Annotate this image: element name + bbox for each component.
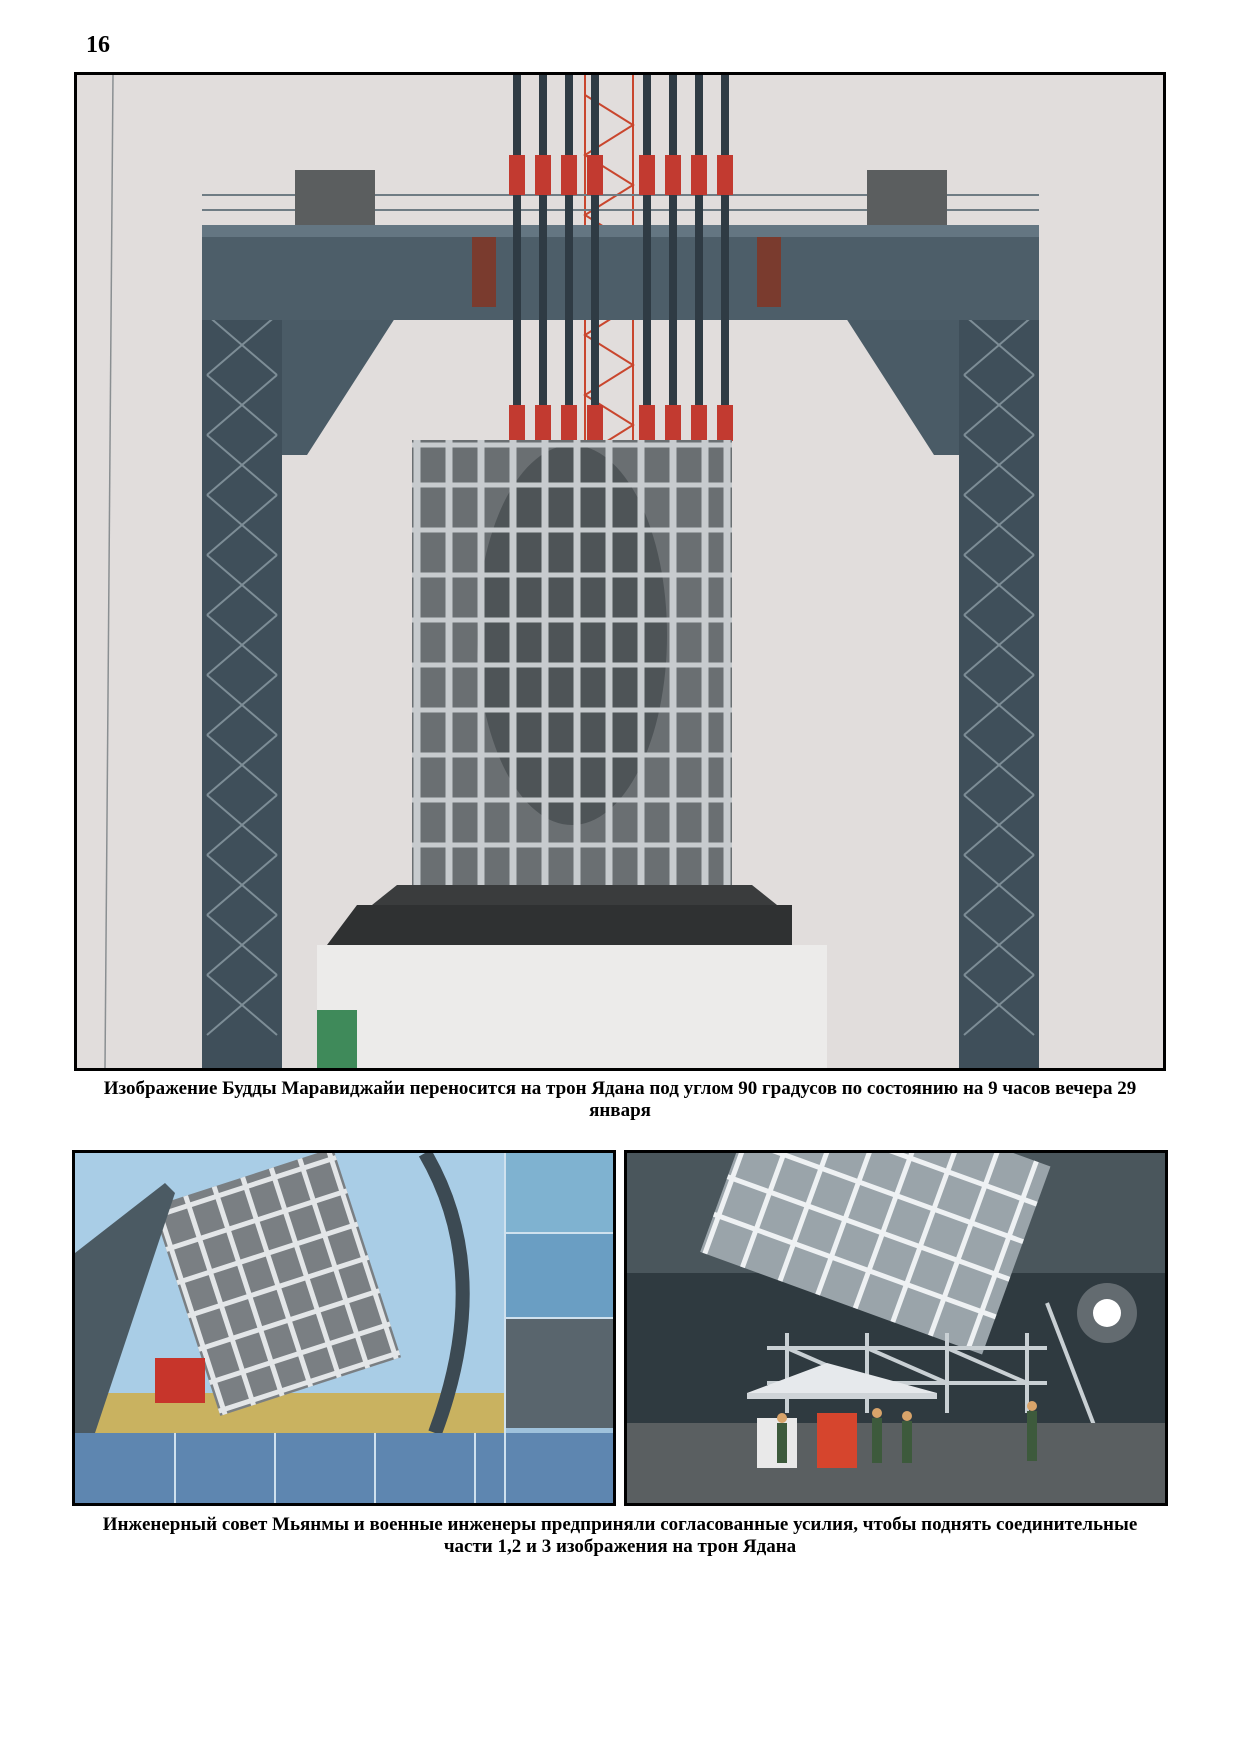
main-photo-lifting-frame (74, 72, 1166, 1071)
main-photo-caption: Изображение Будды Маравиджайи переносится на трон Ядана под углом 90 градусов по состоянию на 9 часов вечера 29 января (103, 1078, 1137, 1121)
bottom-photos-caption: Инженерный совет Мьянмы и военные инженеры предприняли согласованные усилия, чтобы поднять соединительные части 1,2 и 3 изображения на трон Ядана (102, 1514, 1138, 1557)
page-number: 16 (86, 32, 110, 58)
night-photo-engineers (624, 1150, 1168, 1506)
collage-photo-lifting-stages (72, 1150, 616, 1506)
